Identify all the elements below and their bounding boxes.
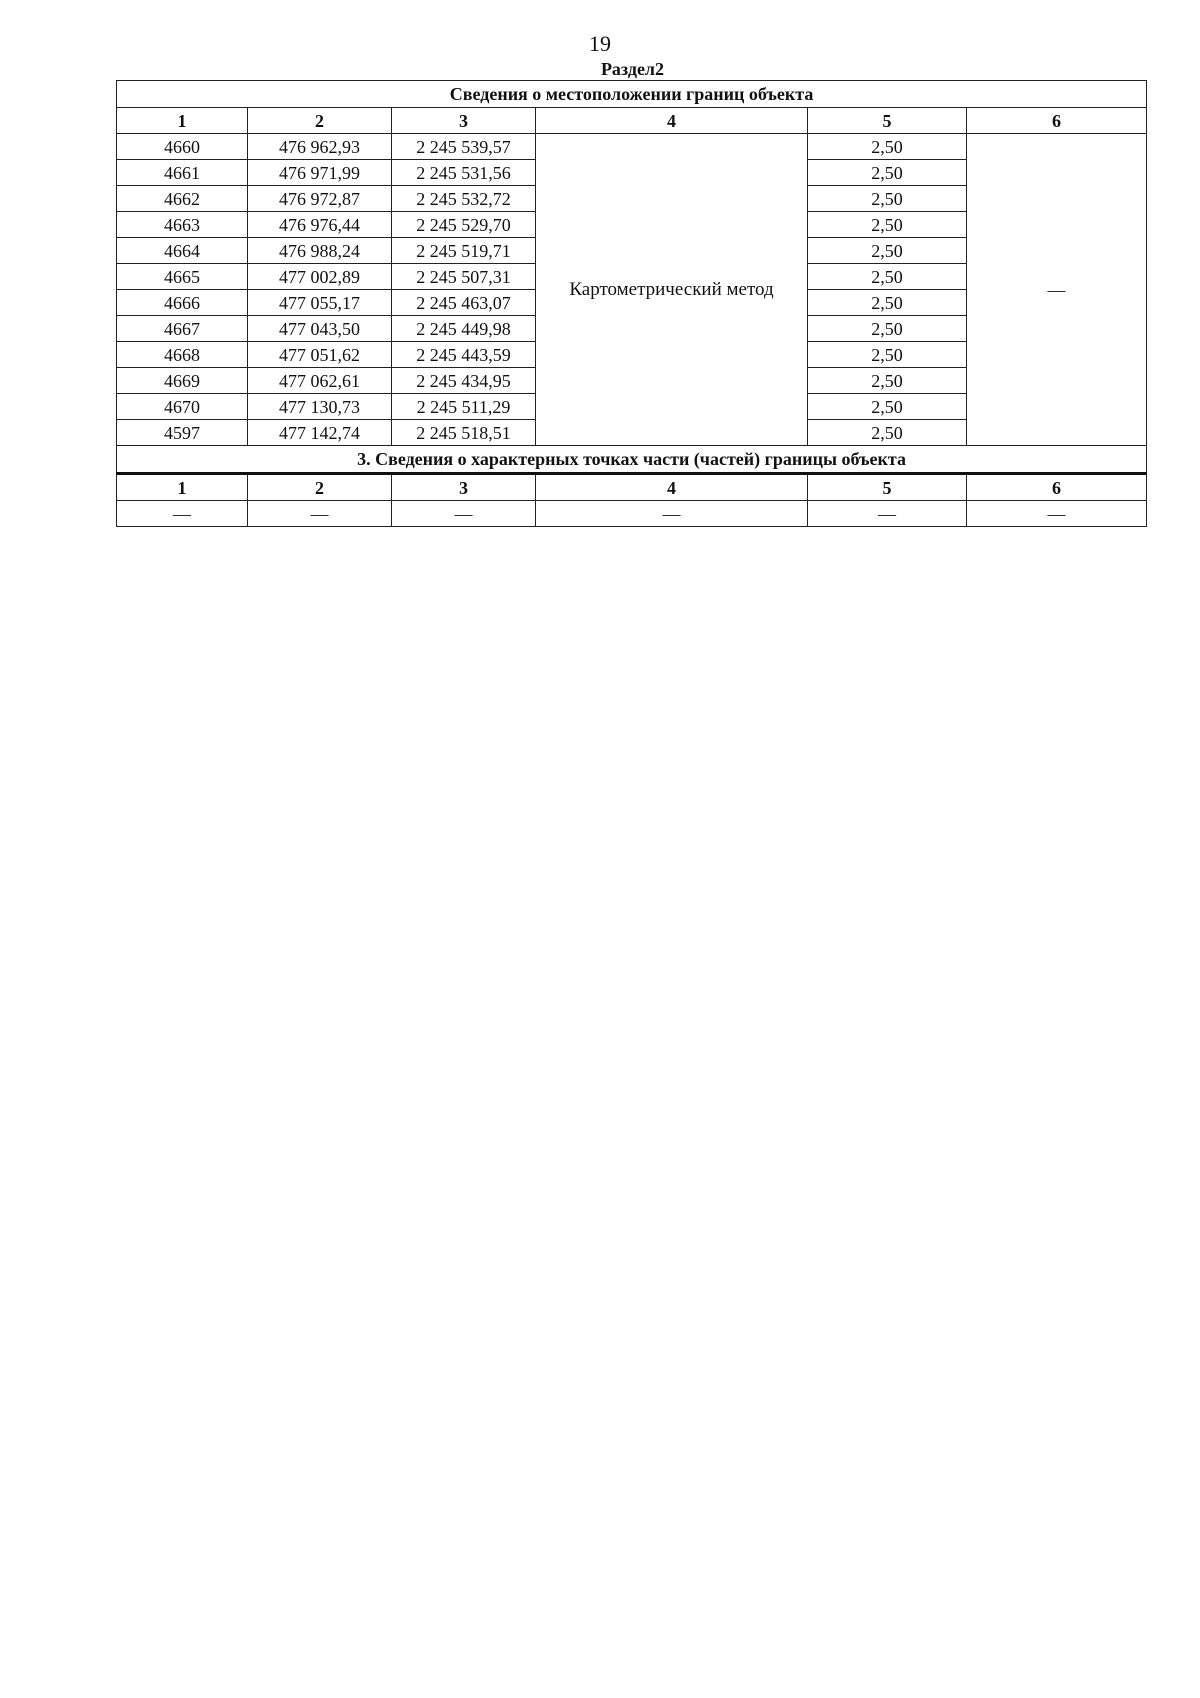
column-header: 4 <box>536 108 808 134</box>
precision-cell: 2,50 <box>808 394 967 420</box>
y-coordinate-cell: 2 245 463,07 <box>392 290 536 316</box>
x-coordinate-cell: 477 043,50 <box>248 316 392 342</box>
x-coordinate-cell: 476 962,93 <box>248 134 392 160</box>
x-coordinate-cell: 477 142,74 <box>248 420 392 446</box>
column-header: 6 <box>967 474 1147 501</box>
point-cell: 4661 <box>117 160 248 186</box>
column-header: 3 <box>392 474 536 501</box>
point-cell: 4670 <box>117 394 248 420</box>
section-title: Раздел2 <box>600 59 665 79</box>
table-caption: Сведения о местоположении границ объекта <box>117 81 1147 108</box>
y-coordinate-cell: 2 245 449,98 <box>392 316 536 342</box>
column-header: 6 <box>967 108 1147 134</box>
column6-cell: — <box>967 134 1147 446</box>
table2-header-row <box>117 474 1147 501</box>
column-header: 1 <box>117 108 248 134</box>
precision-cell: 2,50 <box>808 134 967 160</box>
column-header: 1 <box>117 474 248 501</box>
x-coordinate-cell: 476 972,87 <box>248 186 392 212</box>
y-coordinate-cell: 2 245 519,71 <box>392 238 536 264</box>
precision-cell: 2,50 <box>808 290 967 316</box>
table2-empty-row <box>117 501 1147 527</box>
column-header: 2 <box>248 108 392 134</box>
point-cell: 4666 <box>117 290 248 316</box>
precision-cell: 2,50 <box>808 316 967 342</box>
point-cell: 4665 <box>117 264 248 290</box>
x-coordinate-cell: 476 971,99 <box>248 160 392 186</box>
point-cell: 4597 <box>117 420 248 446</box>
empty-cell: — <box>392 501 536 527</box>
precision-cell: 2,50 <box>808 368 967 394</box>
y-coordinate-cell: 2 245 518,51 <box>392 420 536 446</box>
method-cell: Картометрический метод <box>536 134 808 446</box>
precision-cell: 2,50 <box>808 212 967 238</box>
precision-cell: 2,50 <box>808 238 967 264</box>
x-coordinate-cell: 477 062,61 <box>248 368 392 394</box>
column-header: 2 <box>248 474 392 501</box>
precision-cell: 2,50 <box>808 420 967 446</box>
y-coordinate-cell: 2 245 434,95 <box>392 368 536 394</box>
table2-caption: 3. Сведения о характерных точках части (частей) границы объекта <box>117 446 1147 474</box>
y-coordinate-cell: 2 245 507,31 <box>392 264 536 290</box>
point-cell: 4660 <box>117 134 248 160</box>
empty-cell: — <box>967 501 1147 527</box>
y-coordinate-cell: 2 245 529,70 <box>392 212 536 238</box>
column-header: 3 <box>392 108 536 134</box>
empty-cell: — <box>536 501 808 527</box>
precision-cell: 2,50 <box>808 160 967 186</box>
column-header: 5 <box>808 108 967 134</box>
page-number: 19 <box>589 31 611 56</box>
column-header-row <box>117 108 1147 134</box>
point-cell: 4668 <box>117 342 248 368</box>
point-cell: 4664 <box>117 238 248 264</box>
y-coordinate-cell: 2 245 539,57 <box>392 134 536 160</box>
y-coordinate-cell: 2 245 532,72 <box>392 186 536 212</box>
table2-caption-row <box>117 446 1147 474</box>
empty-cell: — <box>248 501 392 527</box>
point-cell: 4669 <box>117 368 248 394</box>
column-header: 5 <box>808 474 967 501</box>
x-coordinate-cell: 477 002,89 <box>248 264 392 290</box>
x-coordinate-cell: 477 055,17 <box>248 290 392 316</box>
table-caption-row <box>117 81 1147 108</box>
y-coordinate-cell: 2 245 531,56 <box>392 160 536 186</box>
x-coordinate-cell: 477 051,62 <box>248 342 392 368</box>
boundary-table-body <box>117 81 1147 527</box>
point-cell: 4667 <box>117 316 248 342</box>
precision-cell: 2,50 <box>808 264 967 290</box>
precision-cell: 2,50 <box>808 342 967 368</box>
column-header: 4 <box>536 474 808 501</box>
x-coordinate-cell: 477 130,73 <box>248 394 392 420</box>
y-coordinate-cell: 2 245 511,29 <box>392 394 536 420</box>
point-cell: 4662 <box>117 186 248 212</box>
boundary-table <box>116 80 1147 527</box>
x-coordinate-cell: 476 976,44 <box>248 212 392 238</box>
precision-cell: 2,50 <box>808 186 967 212</box>
x-coordinate-cell: 476 988,24 <box>248 238 392 264</box>
y-coordinate-cell: 2 245 443,59 <box>392 342 536 368</box>
empty-cell: — <box>808 501 967 527</box>
empty-cell: — <box>117 501 248 527</box>
table-row <box>117 134 1147 160</box>
point-cell: 4663 <box>117 212 248 238</box>
